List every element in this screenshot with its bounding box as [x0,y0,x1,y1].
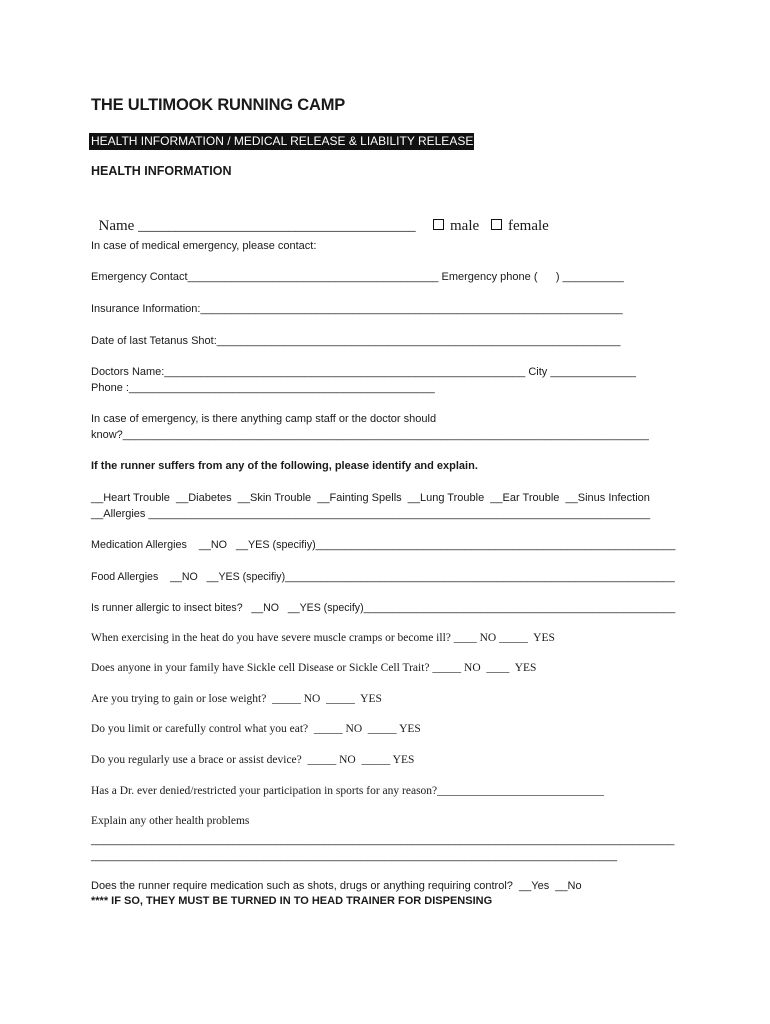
emergency-contact-field[interactable]: Emergency Contact_________________________________________ Emergency phone ( ) __________ [91,271,624,283]
insect-bites-field[interactable]: Is runner allergic to insect bites? __NO __YES (specify)_____________________________________________________ [91,602,676,614]
conditions-list[interactable]: __Heart Trouble __Diabetes __Skin Trouble __Fainting Spells __Lung Trouble __Ear Trouble __Sinus Infection [91,492,650,504]
female-label: female [508,218,549,234]
food-allergies-field[interactable]: Food Allergies __NO __YES (specifiy)__________________________________________________________________ [91,571,675,583]
other-health-problems-line-1[interactable]: __________________________________________________________________________________________________ [91,834,675,846]
other-health-problems-label: Explain any other health problems [91,815,250,827]
heat-question[interactable]: When exercising in the heat do you have severe muscle cramps or become ill? ____ NO _____ YES [91,632,555,644]
medication-allergies-field[interactable]: Medication Allergies __NO __YES (specifiy)____________________________________________________________ [91,539,676,551]
doctors-name-field[interactable]: Doctors Name:___________________________________________________________ City ______________ [91,366,636,378]
male-checkbox[interactable] [433,219,444,230]
female-checkbox[interactable] [491,219,502,230]
conditions-heading: If the runner suffers from any of the following, please identify and explain. [91,460,478,472]
page-title: THE ULTIMOOK RUNNING CAMP [91,96,346,114]
insurance-field[interactable]: Insurance Information:_____________________________________________________________________ [91,303,623,315]
medication-requirement-question[interactable]: Does the runner require medication such as shots, drugs or anything requiring control? __Yes __No [91,880,582,892]
health-information-heading: HEALTH INFORMATION [91,164,232,178]
female-option[interactable] [476,201,549,252]
section-banner: HEALTH INFORMATION / MEDICAL RELEASE & LIABILITY RELEASE [91,134,474,148]
phone-field[interactable]: Phone :__________________________________________________ [91,382,435,394]
male-label: male [450,218,480,234]
dr-restriction-question[interactable]: Has a Dr. ever denied/restricted your participation in sports for any reason?_____________________________ [91,785,604,797]
medication-dispensing-note: **** IF SO, THEY MUST BE TURNED IN TO HEAD TRAINER FOR DISPENSING [91,895,493,907]
tetanus-field[interactable]: Date of last Tetanus Shot:__________________________________________________________________ [91,335,621,347]
emergency-question: In case of emergency, is there anything camp staff or the doctor should [91,413,437,425]
weight-question[interactable]: Are you trying to gain or lose weight? _____ NO _____ YES [91,693,382,705]
brace-question[interactable]: Do you regularly use a brace or assist device? _____ NO _____ YES [91,754,415,766]
emergency-answer-field[interactable]: know?______________________________________________________________________________________ [91,429,649,441]
allergies-field[interactable]: __Allergies __________________________________________________________________________________ [91,508,651,520]
other-health-problems-line-2[interactable]: ______________________________________________________________________________________ [91,850,618,862]
male-option[interactable] [418,201,479,252]
name-row [91,201,549,269]
name-field[interactable]: Name _____________________________________ [98,218,416,234]
sickle-cell-question[interactable]: Does anyone in your family have Sickle cell Disease or Sickle Cell Trait? _____ NO ____ YES [91,662,537,674]
diet-question[interactable]: Do you limit or carefully control what you eat? _____ NO _____ YES [91,723,421,735]
emergency-intro: In case of medical emergency, please contact: [91,240,317,252]
